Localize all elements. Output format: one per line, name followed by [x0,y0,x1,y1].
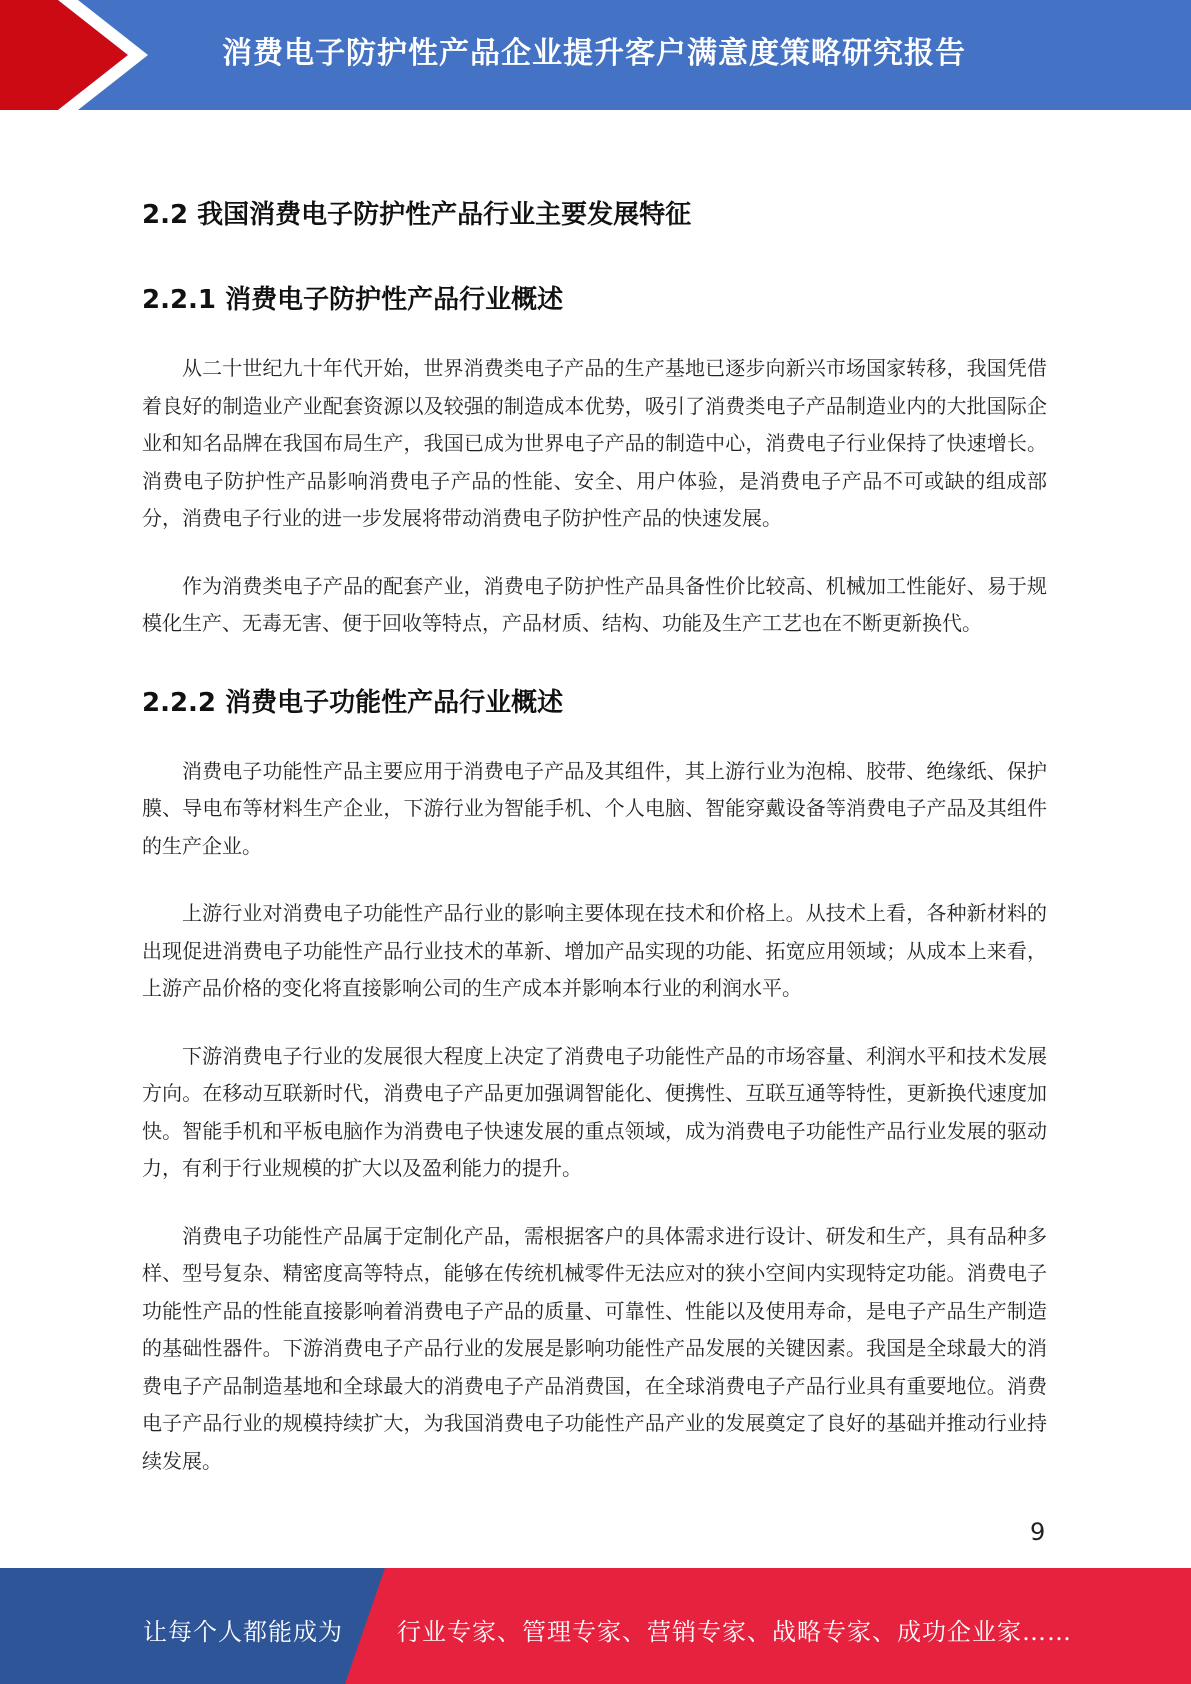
paragraph: 下游消费电子行业的发展很大程度上决定了消费电子功能性产品的市场容量、利润水平和技术发展方向。在移动互联新时代，消费电子产品更加强调智能化、便携性、互联互通等特性，更新换代速度加快。智能手机和平板电脑作为消费电子快速发展的重点领域，成为消费电子功能性产品行业发展的驱动力，有利于行业规模的扩大以及盈利能力的提升。 [142,1043,1047,1180]
footer-slogan-right: 行业专家、管理专家、营销专家、战略专家、成功企业家…… [397,1618,1072,1646]
section-heading-2-2: 2.2 我国消费电子防护性产品行业主要发展特征 [142,200,692,230]
paragraph: 上游行业对消费电子功能性产品行业的影响主要体现在技术和价格上。从技术上看，各种新材料的出现促进消费电子功能性产品行业技术的革新、增加产品实现的功能、拓宽应用领域；从成本上来看，上游产品价格的变化将直接影响公司的生产成本并影响本行业的利润水平。 [142,901,1047,1000]
section-heading-2-2-2: 2.2.2 消费电子功能性产品行业概述 [142,687,564,718]
page-number: 9 [1030,1518,1046,1546]
chevron-arrow-icon [0,0,160,110]
report-title: 消费电子防护性产品企业提升客户满意度策略研究报告 [222,36,966,71]
footer-banner [0,1568,1191,1684]
footer-slogan-left: 让每个人都能成为 [143,1618,343,1646]
paragraph: 作为消费类电子产品的配套产业，消费电子防护性产品具备性价比较高、机械加工性能好、易于规模化生产、无毒无害、便于回收等特点，产品材质、结构、功能及生产工艺也在不断更新换代。 [142,573,1047,635]
paragraph: 消费电子功能性产品属于定制化产品，需根据客户的具体需求进行设计、研发和生产，具有品种多样、型号复杂、精密度高等特点，能够在传统机械零件无法应对的狭小空间内实现特定功能。消费电子功能性产品的性能直接影响着消费电子产品的质量、可靠性、性能以及使用寿命，是电子产品生产制造的基础性器件。下游消费电子产品行业的发展是影响功能性产品发展的关键因素。我国是全球最大的消费电子产品制造基地和全球最大的消费电子产品消费国，在全球消费电子产品行业具有重要地位。消费电子产品行业的规模持续扩大，为我国消费电子功能性产品产业的发展奠定了良好的基础并推动行业持续发展。 [142,1223,1047,1473]
page-content [142,165,1047,1510]
paragraph: 消费电子功能性产品主要应用于消费电子产品及其组件，其上游行业为泡棉、胶带、绝缘纸、保护膜、导电布等材料生产企业，下游行业为智能手机、个人电脑、智能穿戴设备等消费电子产品及其组件的生产企业。 [142,758,1047,858]
paragraph: 从二十世纪九十年代开始，世界消费类电子产品的生产基地已逐步向新兴市场国家转移，我国凭借着良好的制造业产业配套资源以及较强的制造成本优势，吸引了消费类电子产品制造业内的大批国际企业和知名品牌在我国布局生产，我国已成为世界电子产品的制造中心，消费电子行业保持了快速增长。消费电子防护性产品影响消费电子产品的性能、安全、用户体验，是消费电子产品不可或缺的组成部分，消费电子行业的进一步发展将带动消费电子防护性产品的快速发展。 [142,356,1047,530]
section-heading-2-2-1: 2.2.1 消费电子防护性产品行业概述 [142,285,564,315]
header-banner [0,0,1191,110]
